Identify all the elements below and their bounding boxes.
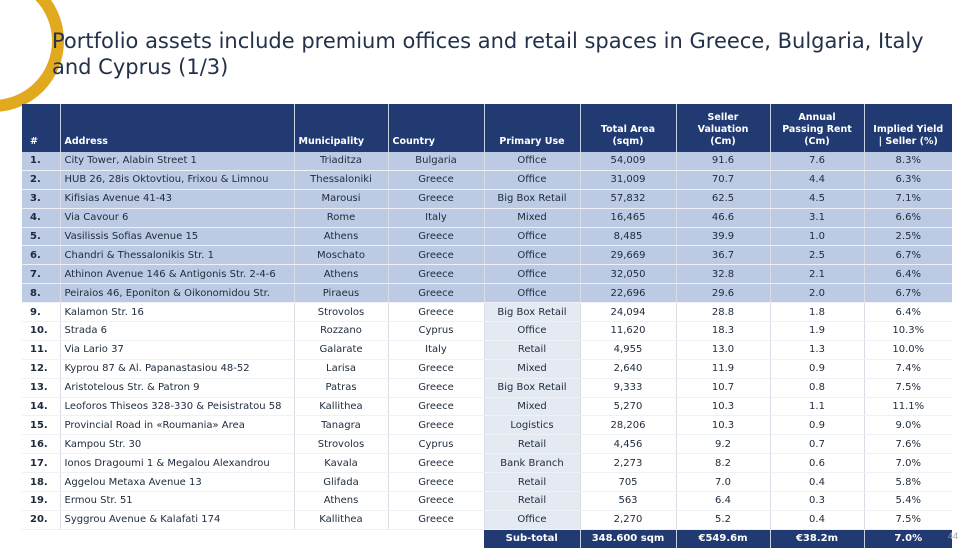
table-row <box>22 284 952 303</box>
row-number: 16. <box>22 435 60 454</box>
column-header-address: Address <box>60 104 294 152</box>
subtotal-rent: €38.2m <box>770 529 864 547</box>
country-cell: Greece <box>388 284 484 303</box>
rent-cell: 1.3 <box>770 340 864 359</box>
total-area-cell: 16,465 <box>580 208 676 227</box>
yield-cell: 7.6% <box>864 435 952 454</box>
primary-use-cell: Mixed <box>484 397 580 416</box>
address-cell: Kifisias Avenue 41-43 <box>60 189 294 208</box>
total-area-cell: 4,456 <box>580 435 676 454</box>
primary-use-cell: Retail <box>484 473 580 492</box>
rent-cell: 1.1 <box>770 397 864 416</box>
primary-use-cell: Mixed <box>484 359 580 378</box>
municipality-cell: Triaditza <box>294 152 388 170</box>
municipality-cell: Athens <box>294 492 388 511</box>
rent-cell: 4.5 <box>770 189 864 208</box>
country-cell: Greece <box>388 265 484 284</box>
total-area-cell: 9,333 <box>580 378 676 397</box>
subtotal-area: 348.600 sqm <box>580 529 676 547</box>
country-cell: Greece <box>388 492 484 511</box>
address-cell: Aristotelous Str. & Patron 9 <box>60 378 294 397</box>
country-cell: Greece <box>388 246 484 265</box>
total-area-cell: 5,270 <box>580 397 676 416</box>
row-number: 10. <box>22 322 60 341</box>
column-header-seller-valuation: Seller Valuation (Cm) <box>676 104 770 152</box>
primary-use-cell: Office <box>484 284 580 303</box>
valuation-cell: 8.2 <box>676 454 770 473</box>
yield-cell: 7.1% <box>864 189 952 208</box>
column-header-num: # <box>22 104 60 152</box>
primary-use-cell: Logistics <box>484 416 580 435</box>
column-header-primary-use: Primary Use <box>484 104 580 152</box>
row-number: 12. <box>22 359 60 378</box>
rent-cell: 1.0 <box>770 227 864 246</box>
total-area-cell: 24,094 <box>580 303 676 322</box>
municipality-cell: Kavala <box>294 454 388 473</box>
yield-cell: 7.5% <box>864 510 952 529</box>
table-row <box>22 322 952 341</box>
primary-use-cell: Big Box Retail <box>484 189 580 208</box>
valuation-cell: 46.6 <box>676 208 770 227</box>
table-row <box>22 170 952 189</box>
total-area-cell: 563 <box>580 492 676 511</box>
row-number: 11. <box>22 340 60 359</box>
column-header-implied-yield: Implied Yield | Seller (%) <box>864 104 952 152</box>
rent-cell: 1.8 <box>770 303 864 322</box>
table-row <box>22 152 952 170</box>
primary-use-cell: Bank Branch <box>484 454 580 473</box>
valuation-cell: 62.5 <box>676 189 770 208</box>
municipality-cell: Marousi <box>294 189 388 208</box>
municipality-cell: Larisa <box>294 359 388 378</box>
yield-cell: 6.4% <box>864 303 952 322</box>
yield-cell: 2.5% <box>864 227 952 246</box>
valuation-cell: 10.3 <box>676 416 770 435</box>
total-area-cell: 57,832 <box>580 189 676 208</box>
valuation-cell: 10.7 <box>676 378 770 397</box>
rent-cell: 2.0 <box>770 284 864 303</box>
municipality-cell: Glifada <box>294 473 388 492</box>
table-header-row <box>22 104 952 152</box>
yield-cell: 6.4% <box>864 265 952 284</box>
row-number: 3. <box>22 189 60 208</box>
total-area-cell: 28,206 <box>580 416 676 435</box>
table-row <box>22 303 952 322</box>
yield-cell: 7.5% <box>864 378 952 397</box>
total-area-cell: 8,485 <box>580 227 676 246</box>
municipality-cell: Galarate <box>294 340 388 359</box>
page-title: Portfolio assets include premium offices and retail spaces in Greece, Bulgaria, Italy and Cyprus (1/3) <box>52 29 924 79</box>
valuation-cell: 9.2 <box>676 435 770 454</box>
primary-use-cell: Retail <box>484 492 580 511</box>
municipality-cell: Thessaloniki <box>294 170 388 189</box>
table-row <box>22 492 952 511</box>
valuation-cell: 29.6 <box>676 284 770 303</box>
municipality-cell: Rozzano <box>294 322 388 341</box>
yield-cell: 8.3% <box>864 152 952 170</box>
row-number: 2. <box>22 170 60 189</box>
table-row <box>22 510 952 529</box>
table-row <box>22 265 952 284</box>
rent-cell: 0.9 <box>770 416 864 435</box>
address-cell: Provincial Road in «Roumania» Area <box>60 416 294 435</box>
row-number: 20. <box>22 510 60 529</box>
valuation-cell: 32.8 <box>676 265 770 284</box>
row-number: 17. <box>22 454 60 473</box>
address-cell: Ionos Dragoumi 1 & Megalou Alexandrou <box>60 454 294 473</box>
country-cell: Greece <box>388 303 484 322</box>
valuation-cell: 11.9 <box>676 359 770 378</box>
row-number: 1. <box>22 152 60 170</box>
country-cell: Italy <box>388 340 484 359</box>
primary-use-cell: Big Box Retail <box>484 378 580 397</box>
primary-use-cell: Mixed <box>484 208 580 227</box>
row-number: 9. <box>22 303 60 322</box>
row-number: 19. <box>22 492 60 511</box>
row-number: 4. <box>22 208 60 227</box>
municipality-cell: Athens <box>294 227 388 246</box>
portfolio-assets-table <box>22 104 952 548</box>
country-cell: Cyprus <box>388 322 484 341</box>
rent-cell: 4.4 <box>770 170 864 189</box>
municipality-cell: Athens <box>294 265 388 284</box>
subtotal-label: Sub-total <box>484 529 580 547</box>
table-body <box>22 152 952 529</box>
valuation-cell: 28.8 <box>676 303 770 322</box>
country-cell: Greece <box>388 510 484 529</box>
primary-use-cell: Office <box>484 227 580 246</box>
subtotal-yield: 7.0% <box>864 529 952 547</box>
column-header-municipality: Municipality <box>294 104 388 152</box>
total-area-cell: 2,273 <box>580 454 676 473</box>
address-cell: Kalamon Str. 16 <box>60 303 294 322</box>
total-area-cell: 11,620 <box>580 322 676 341</box>
country-cell: Greece <box>388 416 484 435</box>
municipality-cell: Tanagra <box>294 416 388 435</box>
valuation-cell: 7.0 <box>676 473 770 492</box>
rent-cell: 0.3 <box>770 492 864 511</box>
rent-cell: 0.4 <box>770 510 864 529</box>
address-cell: Leoforos Thiseos 328-330 & Peisistratou 58 <box>60 397 294 416</box>
country-cell: Italy <box>388 208 484 227</box>
municipality-cell: Kallithea <box>294 510 388 529</box>
total-area-cell: 31,009 <box>580 170 676 189</box>
row-number: 14. <box>22 397 60 416</box>
row-number: 13. <box>22 378 60 397</box>
primary-use-cell: Office <box>484 246 580 265</box>
rent-cell: 0.7 <box>770 435 864 454</box>
address-cell: Syggrou Avenue & Kalafati 174 <box>60 510 294 529</box>
row-number: 7. <box>22 265 60 284</box>
rent-cell: 0.8 <box>770 378 864 397</box>
table-row <box>22 227 952 246</box>
yield-cell: 11.1% <box>864 397 952 416</box>
municipality-cell: Moschato <box>294 246 388 265</box>
yield-cell: 7.4% <box>864 359 952 378</box>
address-cell: Vasilissis Sofias Avenue 15 <box>60 227 294 246</box>
primary-use-cell: Big Box Retail <box>484 303 580 322</box>
country-cell: Greece <box>388 227 484 246</box>
valuation-cell: 91.6 <box>676 152 770 170</box>
column-header-annual-rent: Annual Passing Rent (Cm) <box>770 104 864 152</box>
row-number: 15. <box>22 416 60 435</box>
address-cell: Via Lario 37 <box>60 340 294 359</box>
table-row <box>22 473 952 492</box>
address-cell: Chandri & Thessalonikis Str. 1 <box>60 246 294 265</box>
municipality-cell: Strovolos <box>294 435 388 454</box>
country-cell: Greece <box>388 454 484 473</box>
yield-cell: 9.0% <box>864 416 952 435</box>
yield-cell: 6.7% <box>864 284 952 303</box>
valuation-cell: 18.3 <box>676 322 770 341</box>
valuation-cell: 70.7 <box>676 170 770 189</box>
page-number: 44 <box>947 531 958 541</box>
table-row <box>22 435 952 454</box>
yield-cell: 5.4% <box>864 492 952 511</box>
address-cell: HUB 26, 28is Oktovtiou, Frixou & Limnou <box>60 170 294 189</box>
address-cell: Kampou Str. 30 <box>60 435 294 454</box>
country-cell: Greece <box>388 378 484 397</box>
yield-cell: 6.3% <box>864 170 952 189</box>
primary-use-cell: Retail <box>484 435 580 454</box>
rent-cell: 1.9 <box>770 322 864 341</box>
primary-use-cell: Office <box>484 322 580 341</box>
municipality-cell: Patras <box>294 378 388 397</box>
address-cell: Via Cavour 6 <box>60 208 294 227</box>
valuation-cell: 39.9 <box>676 227 770 246</box>
address-cell: Aggelou Metaxa Avenue 13 <box>60 473 294 492</box>
primary-use-cell: Office <box>484 510 580 529</box>
country-cell: Greece <box>388 397 484 416</box>
rent-cell: 0.4 <box>770 473 864 492</box>
valuation-cell: 13.0 <box>676 340 770 359</box>
municipality-cell: Rome <box>294 208 388 227</box>
yield-cell: 6.7% <box>864 246 952 265</box>
rent-cell: 3.1 <box>770 208 864 227</box>
yield-cell: 6.6% <box>864 208 952 227</box>
total-area-cell: 2,640 <box>580 359 676 378</box>
primary-use-cell: Retail <box>484 340 580 359</box>
column-header-country: Country <box>388 104 484 152</box>
country-cell: Cyprus <box>388 435 484 454</box>
total-area-cell: 29,669 <box>580 246 676 265</box>
valuation-cell: 6.4 <box>676 492 770 511</box>
country-cell: Greece <box>388 170 484 189</box>
column-header-total-area: Total Area (sqm) <box>580 104 676 152</box>
primary-use-cell: Office <box>484 170 580 189</box>
table-row <box>22 189 952 208</box>
total-area-cell: 2,270 <box>580 510 676 529</box>
address-cell: Kyprou 87 & Al. Papanastasiou 48-52 <box>60 359 294 378</box>
rent-cell: 7.6 <box>770 152 864 170</box>
valuation-cell: 5.2 <box>676 510 770 529</box>
table-row <box>22 416 952 435</box>
table-row <box>22 208 952 227</box>
yield-cell: 10.0% <box>864 340 952 359</box>
total-area-cell: 4,955 <box>580 340 676 359</box>
country-cell: Greece <box>388 359 484 378</box>
row-number: 8. <box>22 284 60 303</box>
valuation-cell: 10.3 <box>676 397 770 416</box>
address-cell: Ermou Str. 51 <box>60 492 294 511</box>
valuation-cell: 36.7 <box>676 246 770 265</box>
address-cell: City Tower, Alabin Street 1 <box>60 152 294 170</box>
rent-cell: 2.5 <box>770 246 864 265</box>
rent-cell: 0.6 <box>770 454 864 473</box>
country-cell: Greece <box>388 189 484 208</box>
table-row <box>22 246 952 265</box>
municipality-cell: Strovolos <box>294 303 388 322</box>
yield-cell: 7.0% <box>864 454 952 473</box>
row-number: 5. <box>22 227 60 246</box>
yield-cell: 10.3% <box>864 322 952 341</box>
total-area-cell: 32,050 <box>580 265 676 284</box>
table-row <box>22 454 952 473</box>
table-row <box>22 378 952 397</box>
table-row <box>22 340 952 359</box>
table-row <box>22 397 952 416</box>
table-row <box>22 359 952 378</box>
row-number: 6. <box>22 246 60 265</box>
country-cell: Greece <box>388 473 484 492</box>
row-number: 18. <box>22 473 60 492</box>
total-area-cell: 54,009 <box>580 152 676 170</box>
primary-use-cell: Office <box>484 152 580 170</box>
rent-cell: 0.9 <box>770 359 864 378</box>
rent-cell: 2.1 <box>770 265 864 284</box>
total-area-cell: 22,696 <box>580 284 676 303</box>
address-cell: Strada 6 <box>60 322 294 341</box>
address-cell: Athinon Avenue 146 & Antigonis Str. 2-4-6 <box>60 265 294 284</box>
primary-use-cell: Office <box>484 265 580 284</box>
address-cell: Peiraios 46, Eponiton & Oikonomidou Str. <box>60 284 294 303</box>
municipality-cell: Piraeus <box>294 284 388 303</box>
municipality-cell: Kallithea <box>294 397 388 416</box>
country-cell: Bulgaria <box>388 152 484 170</box>
total-area-cell: 705 <box>580 473 676 492</box>
subtotal-valuation: €549.6m <box>676 529 770 547</box>
yield-cell: 5.8% <box>864 473 952 492</box>
